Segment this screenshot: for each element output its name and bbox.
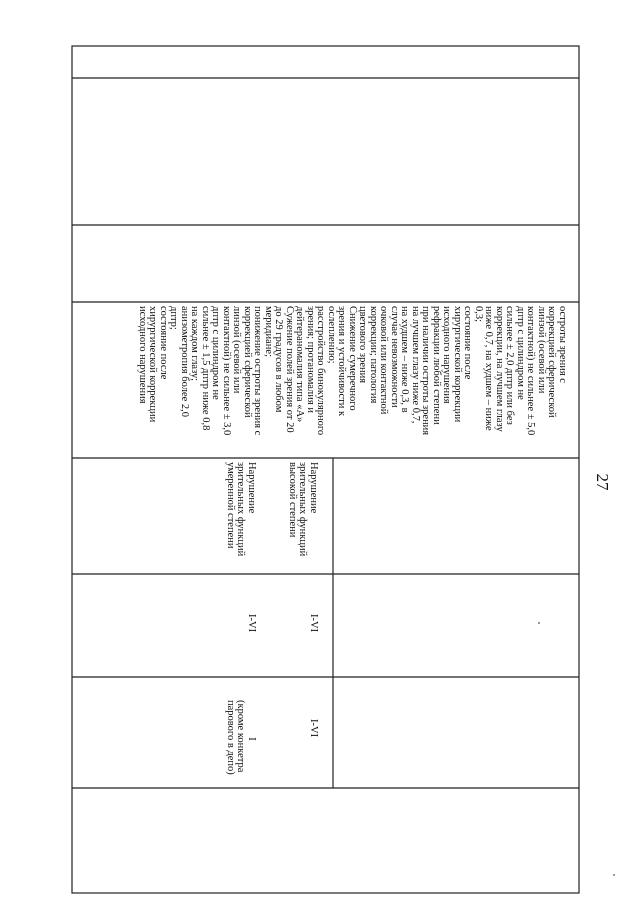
cell-line: Нарушение [308,462,319,514]
scan-speck [613,874,615,876]
table-border [72,46,579,893]
criteria-line: рефракции любой степени [431,306,442,425]
disorder-degree-moderate [225,462,257,556]
criteria-line: анизометропия более 2,0 [179,306,190,418]
criteria-line: исходного нарушения [441,306,453,404]
criteria-line: сильнее ± 1,5 дптр ниже 0,8 [200,306,211,431]
criteria-line: коррекцией сферической [546,306,558,418]
criteria-line: линзой (осевой или [536,306,547,394]
criteria-line: Сужение полей зрения от 20 [284,306,295,433]
criteria-line: расстройство бинокулярного [315,306,327,436]
criteria-line: Снижение сумеречного [347,306,358,411]
criteria-line: на каждом глазу; [189,306,201,382]
criteria-line: дптр с цилиндром не [515,306,526,400]
criteria-line: 0,3; [473,306,484,323]
criteria-line: хирургической коррекции [147,306,159,423]
criteria-line: на худшем – ниже 0,3, в [399,306,411,413]
permitted-cell-high [308,719,319,737]
cell-line: (кроме конкетра [235,700,247,773]
classes-cell-moderate [246,614,257,632]
criteria-line: понижение остроты зрения с [252,306,264,436]
criteria-line: дейтераномалия типа «А» [294,306,306,423]
permitted-cell-moderate [225,700,257,778]
cell-line: высокой степени [287,462,298,538]
criteria-line: цветового зрения [357,306,369,384]
criteria-line: ослеплению; [326,306,337,364]
criteria-line: контактной) не сильнее ± 3,0 [221,306,232,436]
cell-line: I [246,737,257,741]
criteria-line: контактной) не сильнее ± 5,0 [525,306,537,436]
criteria-line: зрения и устойчивости к [336,306,348,417]
criteria-line: исходного нарушения [137,306,148,404]
criteria-line: зрения; протаномалия и [305,306,316,413]
cell-line: I-VI [308,614,319,633]
cell-line: Нарушение [246,462,257,514]
criteria-text-column [137,306,568,435]
disorder-degree-high [287,462,319,556]
scan-speck [538,622,540,624]
classes-cell-high [308,614,319,632]
page-number: 27 [593,473,612,491]
cell-line: умеренной степени [225,462,236,549]
criteria-line: сильнее ± 2,0 дптр или без [504,306,516,425]
cell-line: I-VI [246,614,257,633]
cell-line: зрительных функций [235,462,247,557]
criteria-line: дптр с цилиндром не [210,306,222,400]
criteria-line: хирургической коррекции [452,306,463,423]
cell-line: парового в депо) [225,700,236,775]
criteria-line: состояние после [462,306,474,380]
criteria-line: при наличии остроты зрения [420,306,432,436]
criteria-line: меридиане; [263,306,274,357]
criteria-line: коррекцией сферической [242,306,253,418]
cell-line: I-VI [308,719,319,738]
criteria-line: состояние после [158,306,169,380]
criteria-line: дптр; [168,306,180,330]
criteria-line: линзой (осевой или [231,306,243,394]
cell-line: зрительных функций [297,462,309,557]
criteria-line: коррекции, на лучшем глазу [494,306,505,432]
criteria-line: очковой или контактной [378,306,390,415]
criteria-line: до 29 градусов в любом [273,306,285,413]
criteria-line: случае невозможности [389,306,400,408]
criteria-line: остроты зрения с [557,306,568,383]
criteria-line: на лучшем глазу ниже 0,7, [410,306,421,424]
criteria-line: ниже 0,7, на худшем – ниже [483,306,495,431]
criteria-line: коррекции; патология [368,306,379,404]
